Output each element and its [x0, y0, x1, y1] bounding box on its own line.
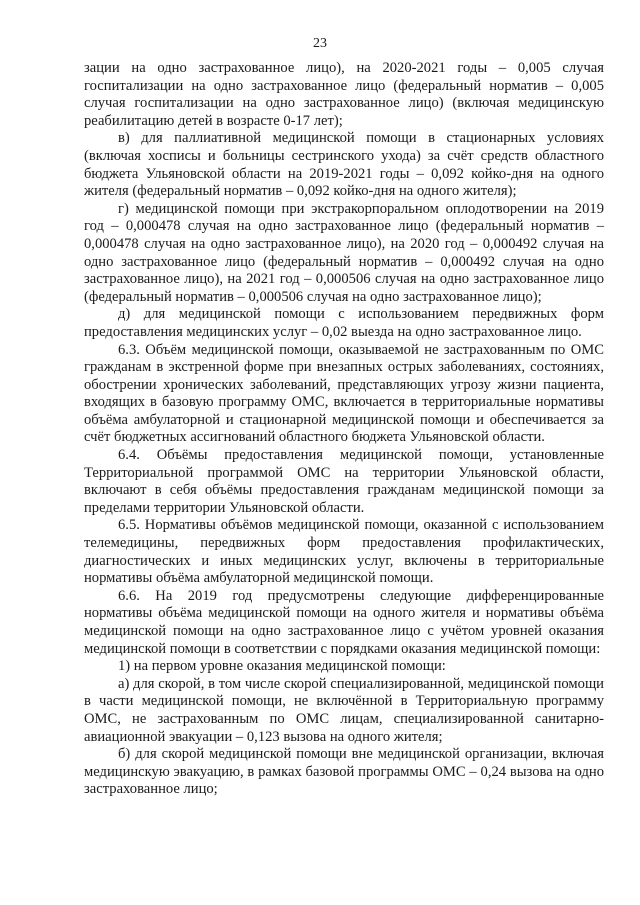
paragraph-level-1: 1) на первом уровне оказания медицинской помощи: [118, 658, 446, 675]
paragraph-item-a: а) для скорой, в том числе скорой специализированной, медицинской помощи в части медицинской помощи, не включённой в Территориальную программу ОМС, не застрахованным по ОМС лицам, специализированной санитарно-авиационной эвакуации – 0,123 вызова на одного жителя; [84, 675, 604, 745]
paragraph-item-d: д) для медицинской помощи с использованием передвижных форм предоставления медицинских услуг – 0,02 выезда на одно застрахованное лицо. [84, 306, 604, 340]
paragraph-item-v: в) для паллиативной медицинской помощи в стационарных условиях (включая хосписы и больницы сестринского ухода) за счёт средств областного бюджета Ульяновской области на 2019-2021 годы – 0,092 койко-дня на одного жителя (федеральный норматив – 0,092 койко-дня на одного жителя); [84, 130, 604, 200]
page-number: 23 [313, 36, 327, 51]
document-body [84, 60, 604, 799]
paragraph-continuation: зации на одно застрахованное лицо), на 2020-2021 годы – 0,005 случая госпитализации на одно застрахованное лицо (федеральный норматив – 0,005 случая госпитализации на одно застрахованное лицо) (включая медицинскую реабилитацию детей в возрасте 0-17 лет); [84, 60, 604, 129]
paragraph-item-g: г) медицинской помощи при экстракорпоральном оплодотворении на 2019 год – 0,000478 случая на одно застрахованное лицо (федеральный норматив – 0,000478 случая на одно застрахованное лицо), на 2020 год – 0,000492 случая на одно застрахованное лицо (федеральный норматив – 0,000492 случая на одно застрахованное лицо), на 2021 год – 0,000506 случая на одно застрахованное лицо (федеральный норматив – 0,000506 случая на одно застрахованное лицо); [84, 200, 604, 305]
paragraph-6-3: 6.3. Объём медицинской помощи, оказываемой не застрахованным по ОМС гражданам в экстренной форме при внезапных острых заболеваниях, состояниях, обострении хронических заболеваний, представляющих угрозу жизни пациента, входящих в базовую программу ОМС, включается в территориальные нормативы объёма амбулаторной и стационарной медицинской помощи и обеспечивается за счёт бюджетных ассигнований областного бюджета Ульяновской области. [84, 341, 604, 446]
paragraph-6-6: 6.6. На 2019 год предусмотрены следующие дифференцированные нормативы объёма медицинской помощи на одного жителя и нормативы объёма медицинской помощи на одно застрахованное лицо с учётом уровней оказания медицинской помощи в соответствии с порядками оказания медицинской помощи: [84, 587, 604, 657]
paragraph-6-4: 6.4. Объёмы предоставления медицинской помощи, установленные Территориальной программой ОМС на территории Ульяновской области, включают в себя объёмы предоставления гражданам медицинской помощи за пределами территории Ульяновской области. [84, 447, 604, 516]
paragraph-6-5: 6.5. Нормативы объёмов медицинской помощи, оказанной с использованием телемедицины, передвижных форм предоставления профилактических, диагностических и иных медицинских услуг, включены в территориальные нормативы объёма амбулаторной медицинской помощи. [84, 517, 604, 587]
paragraph-item-b: б) для скорой медицинской помощи вне медицинской организации, включая медицинскую эвакуацию, в рамках базовой программы ОМС – 0,24 вызова на одно застрахованное лицо; [84, 746, 604, 798]
